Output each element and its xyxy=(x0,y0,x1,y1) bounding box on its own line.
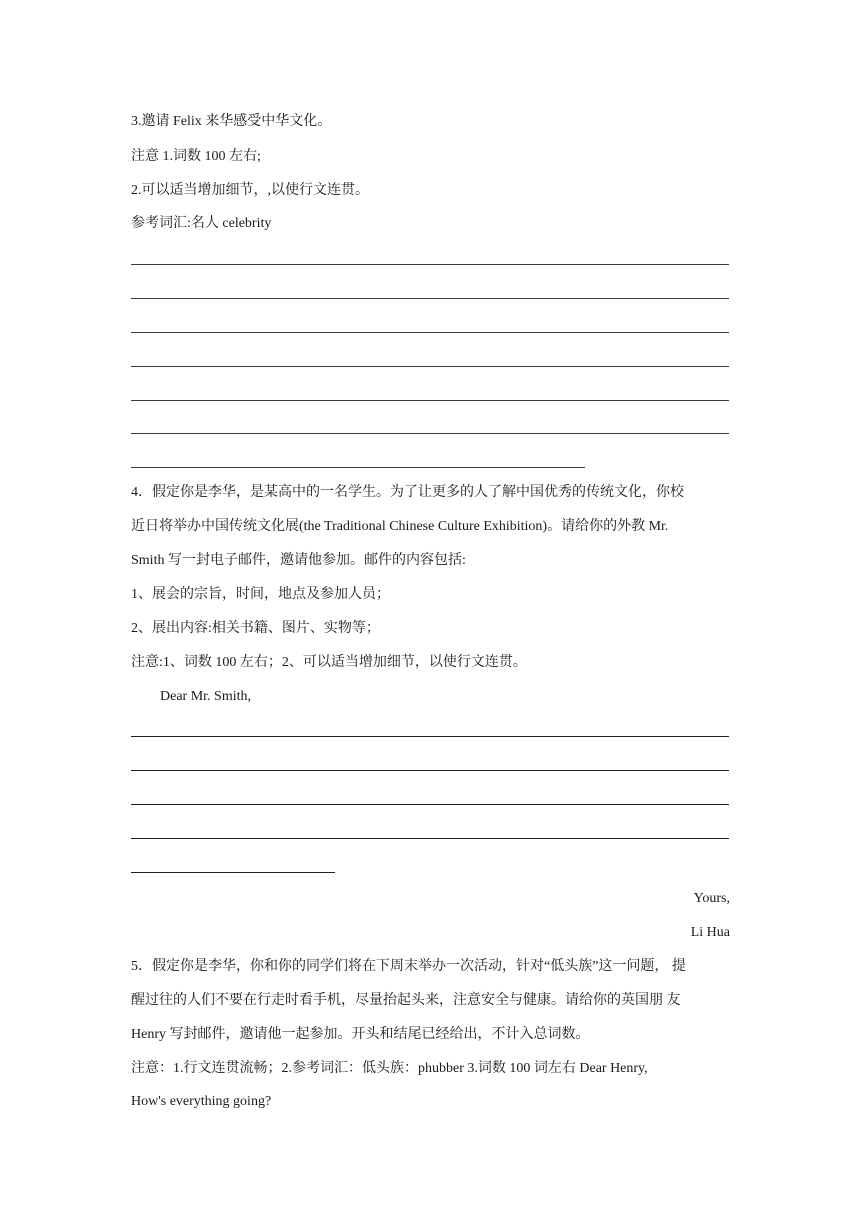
q4-closing: Yours, xyxy=(693,891,730,906)
q3-answer-line[interactable] xyxy=(131,264,729,265)
q5-opening: How's everything going? xyxy=(131,1094,272,1109)
q5-prompt-line1: 5．假定你是李华，你和你的同学们将在下周末举办一次活动，针对“低头族”这一问题， 提 xyxy=(131,959,686,974)
q4-prompt-line3: Smith 写一封电子邮件，邀请他参加。邮件的内容包括: xyxy=(131,553,466,568)
q4-prompt-line1: 4．假定你是李华，是某高中的一名学生。为了让更多的人了解中国优秀的传统文化，你校 xyxy=(131,485,684,500)
q3-answer-line[interactable] xyxy=(131,366,729,367)
q3-answer-line[interactable] xyxy=(131,467,585,468)
q4-answer-line[interactable] xyxy=(131,872,335,873)
q4-answer-line[interactable] xyxy=(131,736,729,737)
q3-answer-line[interactable] xyxy=(131,298,729,299)
q5-prompt-line2: 醒过往的人们不要在行走时看手机，尽量抬起头来，注意安全与健康。请给你的英国朋 友 xyxy=(131,993,681,1008)
q3-vocab: 参考词汇:名人 celebrity xyxy=(131,216,272,231)
q4-answer-line[interactable] xyxy=(131,804,729,805)
q3-item3: 3.邀请 Felix 来华感受中华文化。 xyxy=(131,114,332,129)
q5-note: 注意：1.行文连贯流畅；2.参考词汇：低头族：phubber 3.词数 100 词左右 Dear Henry, xyxy=(131,1061,648,1076)
q4-signature: Li Hua xyxy=(690,925,730,940)
q4-point2: 2、展出内容:相关书籍、图片、实物等； xyxy=(131,621,380,636)
q4-answer-line[interactable] xyxy=(131,838,729,839)
q3-answer-line[interactable] xyxy=(131,400,729,401)
q3-answer-line[interactable] xyxy=(131,433,729,434)
q3-answer-line[interactable] xyxy=(131,332,729,333)
q4-salutation: Dear Mr. Smith, xyxy=(160,689,251,704)
q4-prompt-line2: 近日将举办中国传统文化展(the Traditional Chinese Culture Exhibition)。请给你的外教 Mr. xyxy=(131,519,669,534)
q5-prompt-line3: Henry 写封邮件，邀请他一起参加。开头和结尾已经给出，不计入总词数。 xyxy=(131,1027,590,1042)
q3-note1: 注意 1.词数 100 左右; xyxy=(131,149,261,164)
q3-note2: 2.可以适当增加细节，,以使行文连贯。 xyxy=(131,183,369,198)
q4-note: 注意:1、词数 100 左右；2、可以适当增加细节，以使行文连贯。 xyxy=(131,655,527,670)
q4-answer-line[interactable] xyxy=(131,770,729,771)
q4-point1: 1、展会的宗旨，时间，地点及参加人员； xyxy=(131,587,390,602)
